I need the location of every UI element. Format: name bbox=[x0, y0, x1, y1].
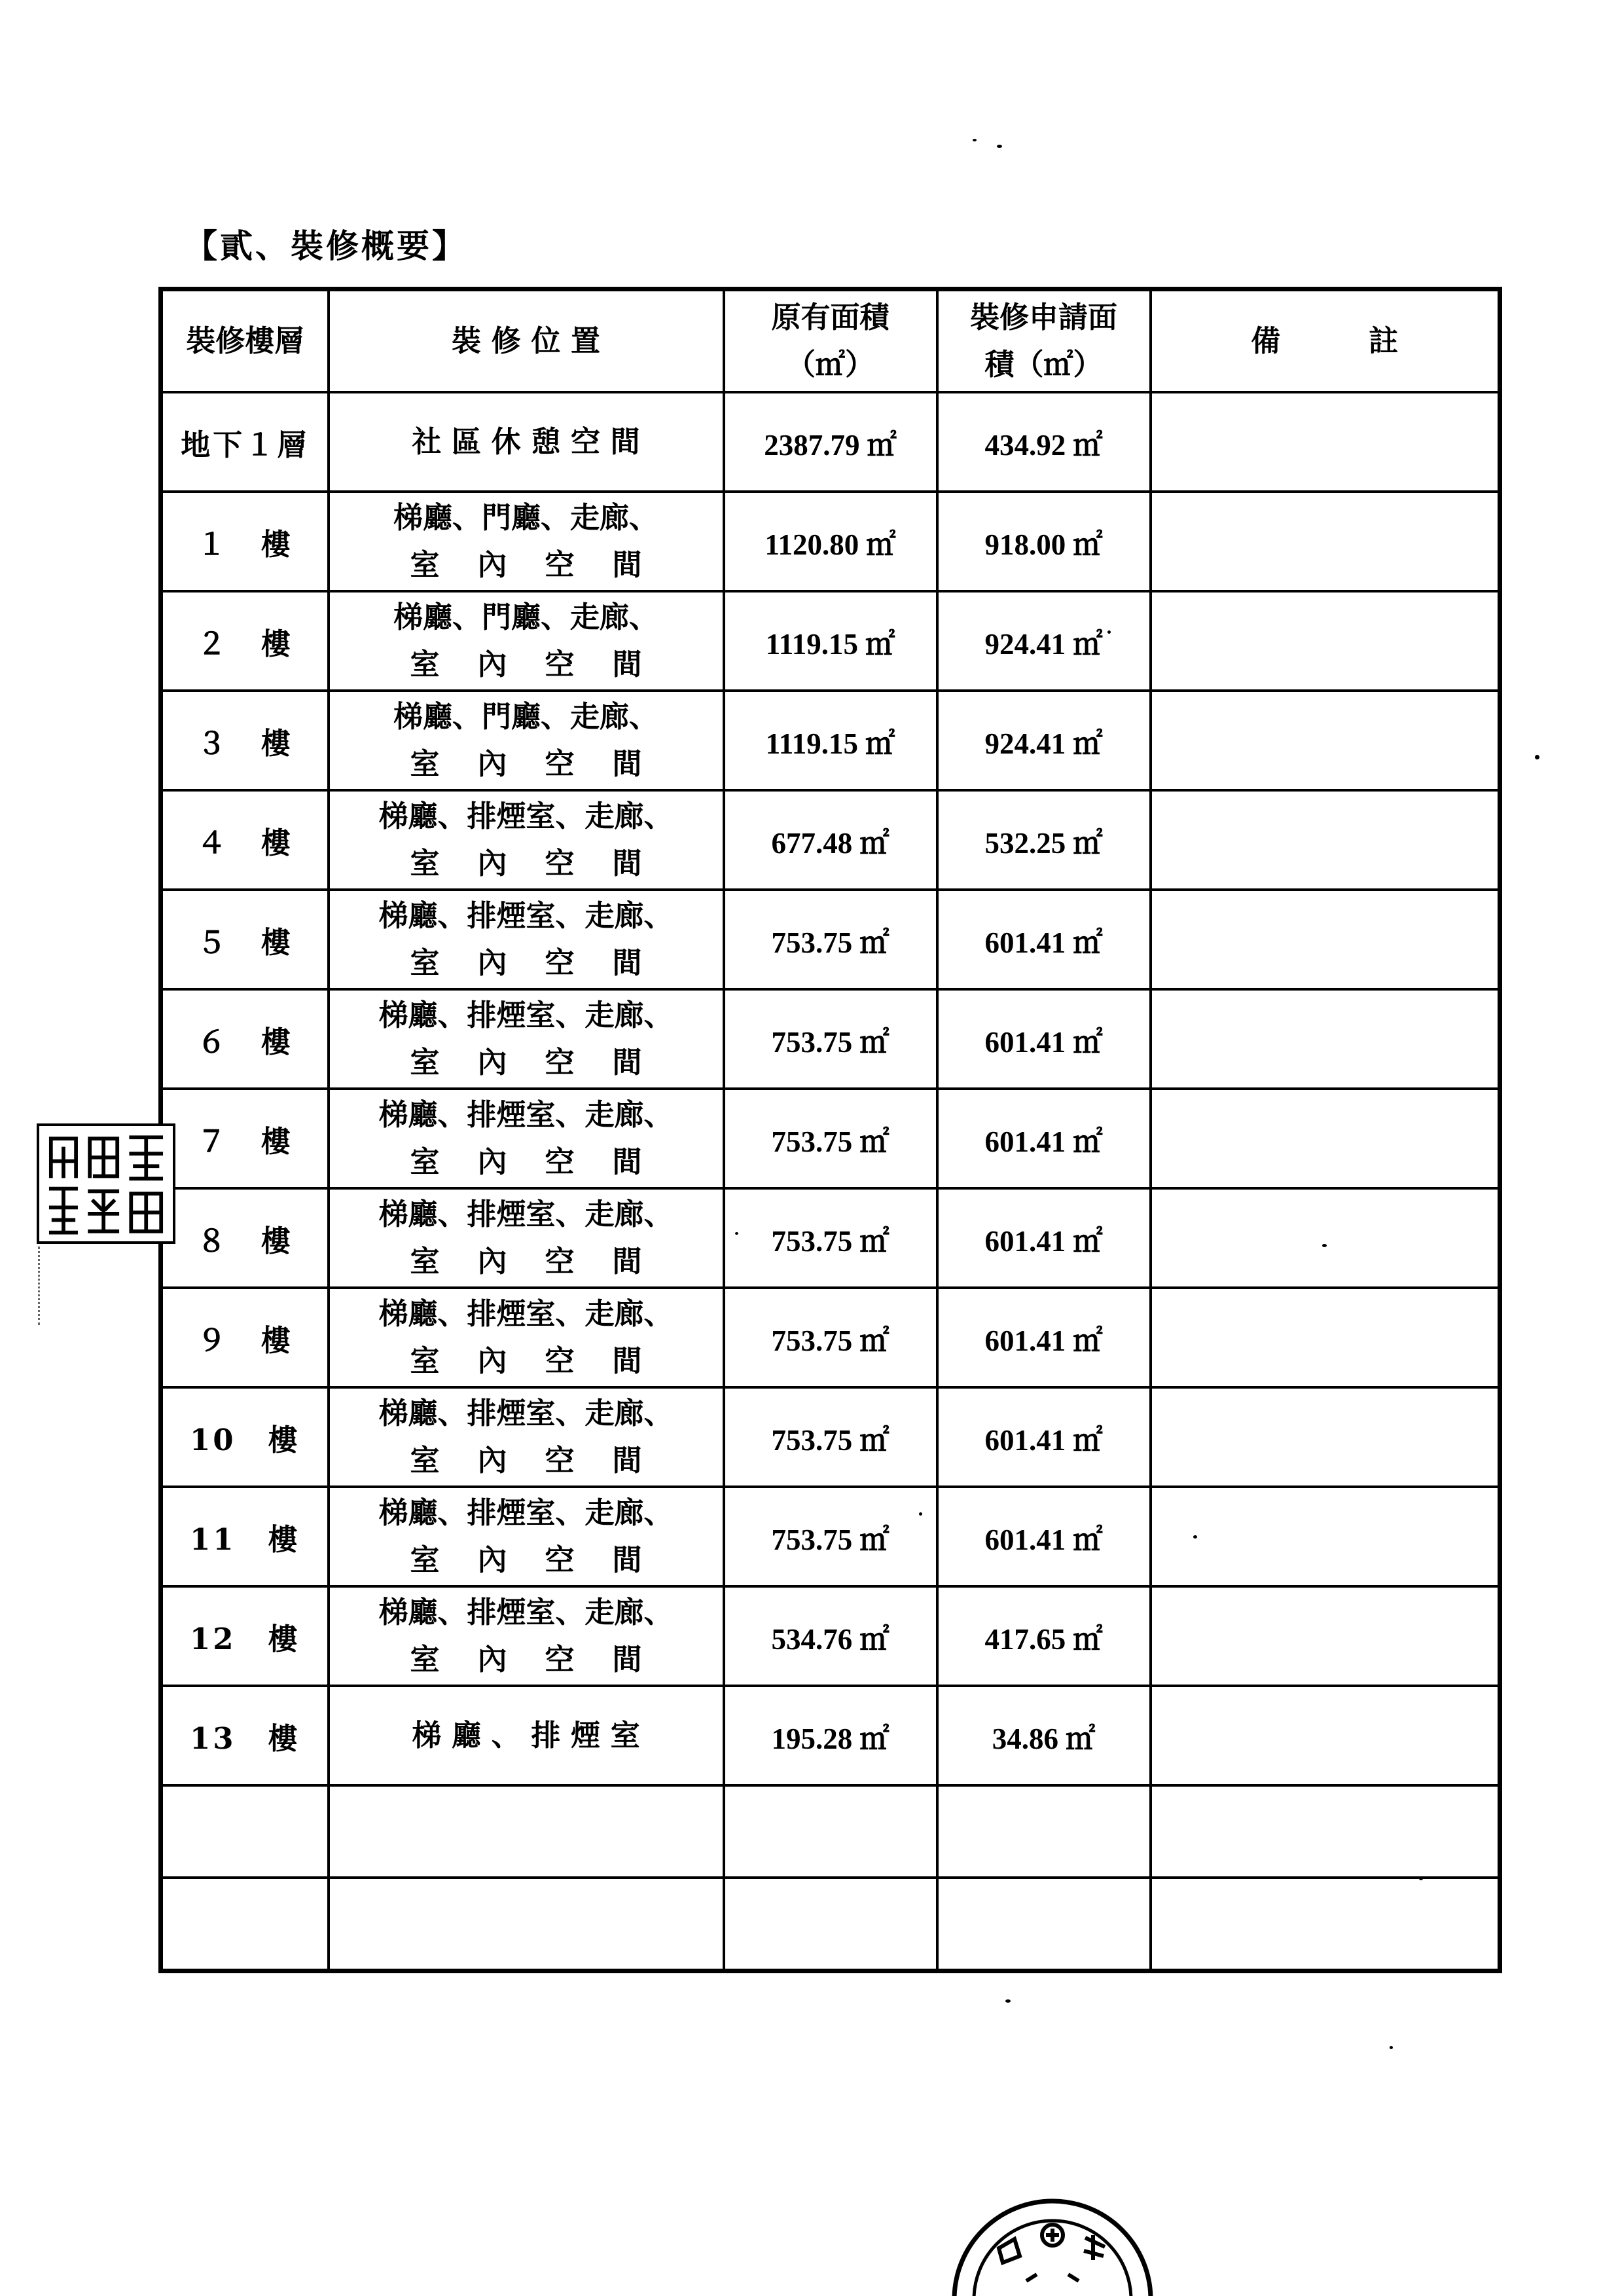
location-line: 梯廳、排煙室、走廊、 bbox=[378, 1595, 674, 1630]
original-area-cell: 195.28 ㎡ bbox=[724, 1686, 937, 1785]
location-line: 社 區 休 憩 空 間 bbox=[412, 424, 640, 459]
location-line: 梯廳、門廳、走廊、 bbox=[393, 699, 658, 734]
location-line: 室內空間 bbox=[410, 945, 680, 980]
scan-speck bbox=[997, 145, 1002, 148]
table-row bbox=[161, 1387, 1500, 1487]
empty-cell bbox=[937, 1785, 1151, 1878]
table-row bbox=[161, 1686, 1500, 1785]
applied-area-cell: 924.41 ㎡ bbox=[937, 691, 1151, 790]
original-area-cell: 753.75 ㎡ bbox=[724, 890, 937, 989]
location-cell bbox=[329, 492, 724, 591]
seal-stamp-icon bbox=[39, 1126, 173, 1241]
header-applied-area-line1: 裝修申請面 bbox=[969, 300, 1117, 335]
floor-cell: 12 樓 bbox=[161, 1586, 329, 1686]
location-cell bbox=[329, 691, 724, 790]
table-row bbox=[161, 392, 1500, 492]
remarks-cell bbox=[1151, 691, 1500, 790]
table-row bbox=[161, 691, 1500, 790]
applied-area-cell: 918.00 ㎡ bbox=[937, 492, 1151, 591]
location-line: 梯廳、排煙室、走廊、 bbox=[378, 799, 674, 833]
remarks-cell bbox=[1151, 492, 1500, 591]
location-line: 梯 廳 、 排 煙 室 bbox=[412, 1718, 640, 1753]
scan-speck bbox=[1107, 630, 1111, 634]
applied-area-cell: 417.65 ㎡ bbox=[937, 1586, 1151, 1686]
location-cell bbox=[329, 1288, 724, 1387]
location-cell bbox=[329, 790, 724, 890]
table-row bbox=[161, 1089, 1500, 1188]
table-row bbox=[161, 1288, 1500, 1387]
floor-cell: ６ 樓 bbox=[161, 989, 329, 1089]
floor-cell: ７ 樓 bbox=[161, 1089, 329, 1188]
applied-area-cell: 601.41 ㎡ bbox=[937, 890, 1151, 989]
scan-speck bbox=[1322, 1244, 1327, 1247]
original-area-cell: 1119.15 ㎡ bbox=[724, 591, 937, 691]
floor-cell: ４ 樓 bbox=[161, 790, 329, 890]
applied-area-cell: 601.41 ㎡ bbox=[937, 1387, 1151, 1487]
location-line: 梯廳、排煙室、走廊、 bbox=[378, 1197, 674, 1231]
original-area-cell: 753.75 ㎡ bbox=[724, 1487, 937, 1586]
location-line: 室內空間 bbox=[410, 1642, 680, 1677]
table-row bbox=[161, 591, 1500, 691]
remarks-cell bbox=[1151, 890, 1500, 989]
empty-cell bbox=[724, 1878, 937, 1971]
scan-speck bbox=[919, 1512, 922, 1516]
table-row bbox=[161, 790, 1500, 890]
remarks-cell bbox=[1151, 1487, 1500, 1586]
scan-speck bbox=[1005, 1999, 1011, 2003]
location-line: 梯廳、排煙室、走廊、 bbox=[378, 998, 674, 1032]
empty-cell bbox=[937, 1878, 1151, 1971]
location-line: 梯廳、排煙室、走廊、 bbox=[378, 1296, 674, 1331]
applied-area-cell: 601.41 ㎡ bbox=[937, 1487, 1151, 1586]
applied-area-cell: 601.41 ㎡ bbox=[937, 1288, 1151, 1387]
location-line: 室內空間 bbox=[410, 647, 680, 682]
location-line: 室內空間 bbox=[410, 547, 680, 582]
scan-speck bbox=[1390, 2046, 1393, 2049]
floor-cell: ２ 樓 bbox=[161, 591, 329, 691]
location-line: 室內空間 bbox=[410, 846, 680, 881]
remarks-cell bbox=[1151, 790, 1500, 890]
location-line: 室內空間 bbox=[410, 1542, 680, 1577]
location-line: 室內空間 bbox=[410, 746, 680, 781]
empty-table-row bbox=[161, 1785, 1500, 1878]
floor-cell: 11 樓 bbox=[161, 1487, 329, 1586]
empty-cell bbox=[329, 1878, 724, 1971]
renovation-summary-table bbox=[158, 287, 1502, 1973]
location-cell bbox=[329, 1586, 724, 1686]
location-line: 室內空間 bbox=[410, 1144, 680, 1179]
scan-speck bbox=[1535, 755, 1539, 759]
scan-speck bbox=[1193, 1535, 1197, 1539]
remarks-cell bbox=[1151, 1188, 1500, 1288]
applied-area-cell: 434.92 ㎡ bbox=[937, 392, 1151, 492]
location-cell bbox=[329, 1487, 724, 1586]
empty-cell bbox=[161, 1785, 329, 1878]
location-line: 室內空間 bbox=[410, 1343, 680, 1378]
header-remarks: 備 註 bbox=[1151, 289, 1500, 393]
location-cell bbox=[329, 890, 724, 989]
location-cell bbox=[329, 392, 724, 492]
scan-speck bbox=[735, 1232, 738, 1235]
floor-cell: １ 樓 bbox=[161, 492, 329, 591]
scan-speck bbox=[973, 139, 977, 141]
table-row bbox=[161, 1188, 1500, 1288]
applied-area-cell: 34.86 ㎡ bbox=[937, 1686, 1151, 1785]
table-row bbox=[161, 890, 1500, 989]
remarks-cell bbox=[1151, 1387, 1500, 1487]
remarks-cell bbox=[1151, 1586, 1500, 1686]
section-heading: 【貳、裝修概要】 bbox=[185, 227, 467, 265]
empty-cell bbox=[161, 1878, 329, 1971]
location-cell bbox=[329, 591, 724, 691]
original-area-cell: 677.48 ㎡ bbox=[724, 790, 937, 890]
header-applied-area-line2: 積（㎡） bbox=[984, 347, 1103, 382]
applied-area-cell: 601.41 ㎡ bbox=[937, 989, 1151, 1089]
remarks-cell bbox=[1151, 1089, 1500, 1188]
applied-area-cell: 601.41 ㎡ bbox=[937, 1188, 1151, 1288]
location-cell bbox=[329, 1188, 724, 1288]
location-line: 梯廳、排煙室、走廊、 bbox=[378, 1495, 674, 1530]
scan-speck bbox=[1419, 1877, 1423, 1880]
location-line: 梯廳、門廳、走廊、 bbox=[393, 500, 658, 535]
floor-cell: ９ 樓 bbox=[161, 1288, 329, 1387]
location-cell bbox=[329, 1387, 724, 1487]
location-line: 梯廳、門廳、走廊、 bbox=[393, 600, 658, 634]
perforation-dotted-line bbox=[38, 1247, 40, 1325]
location-line: 室內空間 bbox=[410, 1443, 680, 1478]
header-original-area-line2: （㎡） bbox=[785, 347, 874, 382]
empty-cell bbox=[1151, 1785, 1500, 1878]
location-line: 梯廳、排煙室、走廊、 bbox=[378, 898, 674, 933]
round-seal bbox=[948, 2183, 1157, 2296]
original-area-cell: 753.75 ㎡ bbox=[724, 1188, 937, 1288]
floor-cell: 13 樓 bbox=[161, 1686, 329, 1785]
applied-area-cell: 601.41 ㎡ bbox=[937, 1089, 1151, 1188]
round-seal-stamp-icon bbox=[948, 2183, 1157, 2296]
original-area-cell: 753.75 ㎡ bbox=[724, 1387, 937, 1487]
remarks-cell bbox=[1151, 1288, 1500, 1387]
location-line: 梯廳、排煙室、走廊、 bbox=[378, 1097, 674, 1132]
location-line: 梯廳、排煙室、走廊、 bbox=[378, 1396, 674, 1430]
floor-cell: ８ 樓 bbox=[161, 1188, 329, 1288]
location-cell bbox=[329, 1089, 724, 1188]
perforation-seal bbox=[37, 1123, 175, 1244]
empty-cell bbox=[724, 1785, 937, 1878]
floor-cell: 地下１層 bbox=[161, 392, 329, 492]
remarks-cell bbox=[1151, 392, 1500, 492]
header-original-area bbox=[724, 289, 937, 393]
header-floor: 裝修樓層 bbox=[161, 289, 329, 393]
floor-cell: 10 樓 bbox=[161, 1387, 329, 1487]
table-row bbox=[161, 1487, 1500, 1586]
original-area-cell: 753.75 ㎡ bbox=[724, 1288, 937, 1387]
location-line: 室內空間 bbox=[410, 1244, 680, 1279]
remarks-cell bbox=[1151, 591, 1500, 691]
original-area-cell: 1120.80 ㎡ bbox=[724, 492, 937, 591]
empty-table-row bbox=[161, 1878, 1500, 1971]
location-cell bbox=[329, 989, 724, 1089]
header-original-area-line1: 原有面積 bbox=[771, 300, 890, 335]
empty-cell bbox=[329, 1785, 724, 1878]
original-area-cell: 1119.15 ㎡ bbox=[724, 691, 937, 790]
header-applied-area bbox=[937, 289, 1151, 393]
table-header-row bbox=[161, 289, 1500, 393]
remarks-cell bbox=[1151, 1686, 1500, 1785]
original-area-cell: 753.75 ㎡ bbox=[724, 989, 937, 1089]
table-row bbox=[161, 1586, 1500, 1686]
table-row bbox=[161, 492, 1500, 591]
location-cell bbox=[329, 1686, 724, 1785]
remarks-cell bbox=[1151, 989, 1500, 1089]
empty-cell bbox=[1151, 1878, 1500, 1971]
original-area-cell: 753.75 ㎡ bbox=[724, 1089, 937, 1188]
floor-cell: ５ 樓 bbox=[161, 890, 329, 989]
original-area-cell: 2387.79 ㎡ bbox=[724, 392, 937, 492]
location-line: 室內空間 bbox=[410, 1045, 680, 1080]
table-row bbox=[161, 989, 1500, 1089]
header-location: 裝 修 位 置 bbox=[329, 289, 724, 393]
applied-area-cell: 532.25 ㎡ bbox=[937, 790, 1151, 890]
original-area-cell: 534.76 ㎡ bbox=[724, 1586, 937, 1686]
floor-cell: ３ 樓 bbox=[161, 691, 329, 790]
applied-area-cell: 924.41 ㎡ bbox=[937, 591, 1151, 691]
